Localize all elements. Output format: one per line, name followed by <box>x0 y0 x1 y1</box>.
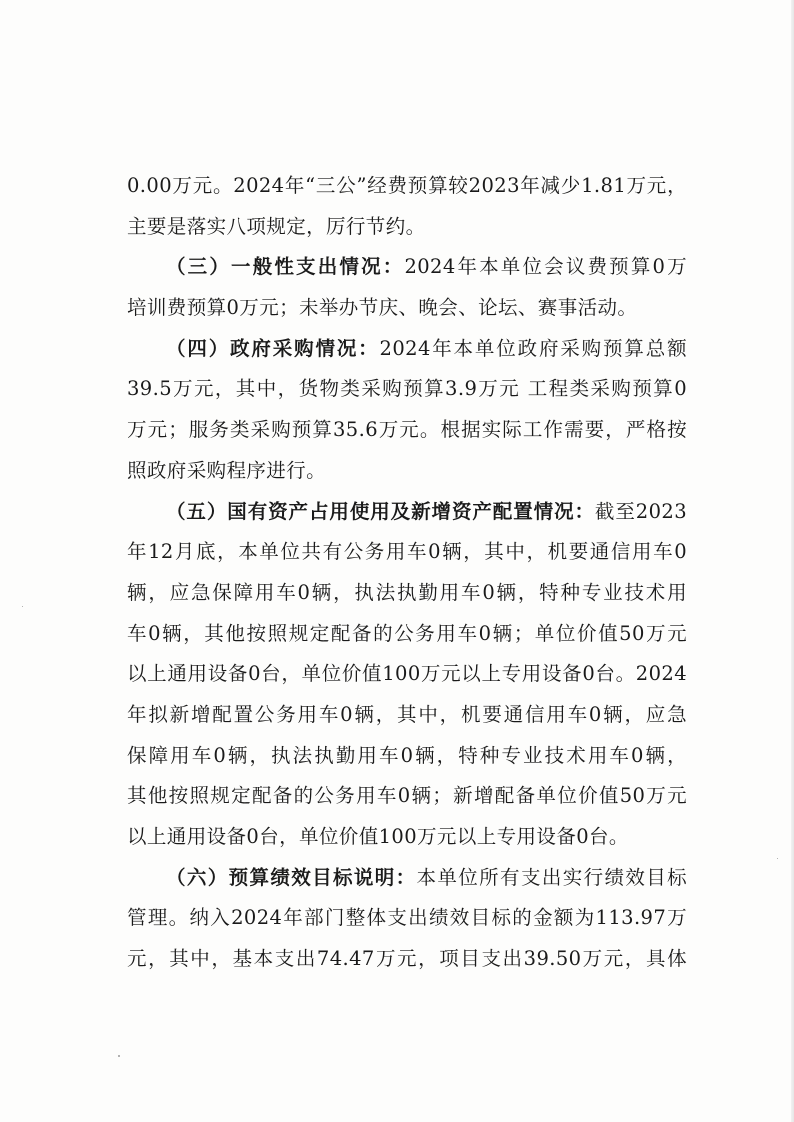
text-line: 万元；服务类采购预算35.6万元。根据实际工作需要，严格按 <box>127 418 687 442</box>
text-line: 元，其中，基本支出74.47万元，项目支出39.50万元，具体 <box>127 947 687 971</box>
text-run: 2024年本单位会议费预算0万 <box>404 255 687 279</box>
text-run: 截至2023 <box>594 499 687 523</box>
scan-speck <box>22 606 23 607</box>
paragraph-first-line <box>127 329 687 370</box>
paragraph-first-line <box>127 858 687 899</box>
text-line: 保障用车0辆，执法执勤用车0辆，特种专业技术用车0辆， <box>127 743 687 767</box>
paragraph-first-line <box>127 492 687 533</box>
text-line: 年12月底，本单位共有公务用车0辆，其中，机要通信用车0 <box>127 540 687 564</box>
text-line: 照政府采购程序进行。 <box>127 458 327 482</box>
scan-speck <box>777 858 778 859</box>
body-text <box>127 166 687 980</box>
text-line: 培训费预算0万元；未举办节庆、晚会、论坛、赛事活动。 <box>127 296 638 320</box>
section-heading: （四）政府采购情况： <box>166 336 380 360</box>
scan-speck <box>118 1055 120 1057</box>
text-run: 本单位所有支出实行绩效目标 <box>416 865 687 889</box>
section-heading: （三）一般性支出情况： <box>166 255 405 279</box>
text-line: 以上通用设备0台，单位价值100万元以上专用设备0台。 <box>127 825 629 848</box>
text-line: 0.00万元。2024年“三公”经费预算较2023年减少1.81万元， <box>127 174 687 197</box>
section-heading: （六）预算绩效目标说明： <box>166 865 417 889</box>
text-line: 车0辆，其他按照规定配备的公务用车0辆；单位价值50万元 <box>127 621 687 645</box>
text-line: 辆，应急保障用车0辆，执法执勤用车0辆，特种专业技术用 <box>127 580 687 604</box>
paragraph-first-line <box>127 247 687 288</box>
text-line: 39.5万元，其中，货物类采购预算3.9万元 工程类采购预算0 <box>127 377 687 401</box>
text-line: 管理。纳入2024年部门整体支出绩效目标的金额为113.97万 <box>127 906 687 930</box>
text-line: 年拟新增配置公务用车0辆，其中，机要通信用车0辆，应急 <box>127 702 687 726</box>
text-run: 2024年本单位政府采购预算总额 <box>379 336 687 360</box>
text-line: 以上通用设备0台，单位价值100万元以上专用设备0台。2024 <box>127 662 687 686</box>
section-heading: （五）国有资产占用使用及新增资产配置情况： <box>166 499 595 523</box>
text-line: 主要是落实八项规定，厉行节约。 <box>127 214 426 238</box>
text-line: 其他按照规定配备的公务用车0辆；新增配备单位价值50万元 <box>127 784 687 808</box>
